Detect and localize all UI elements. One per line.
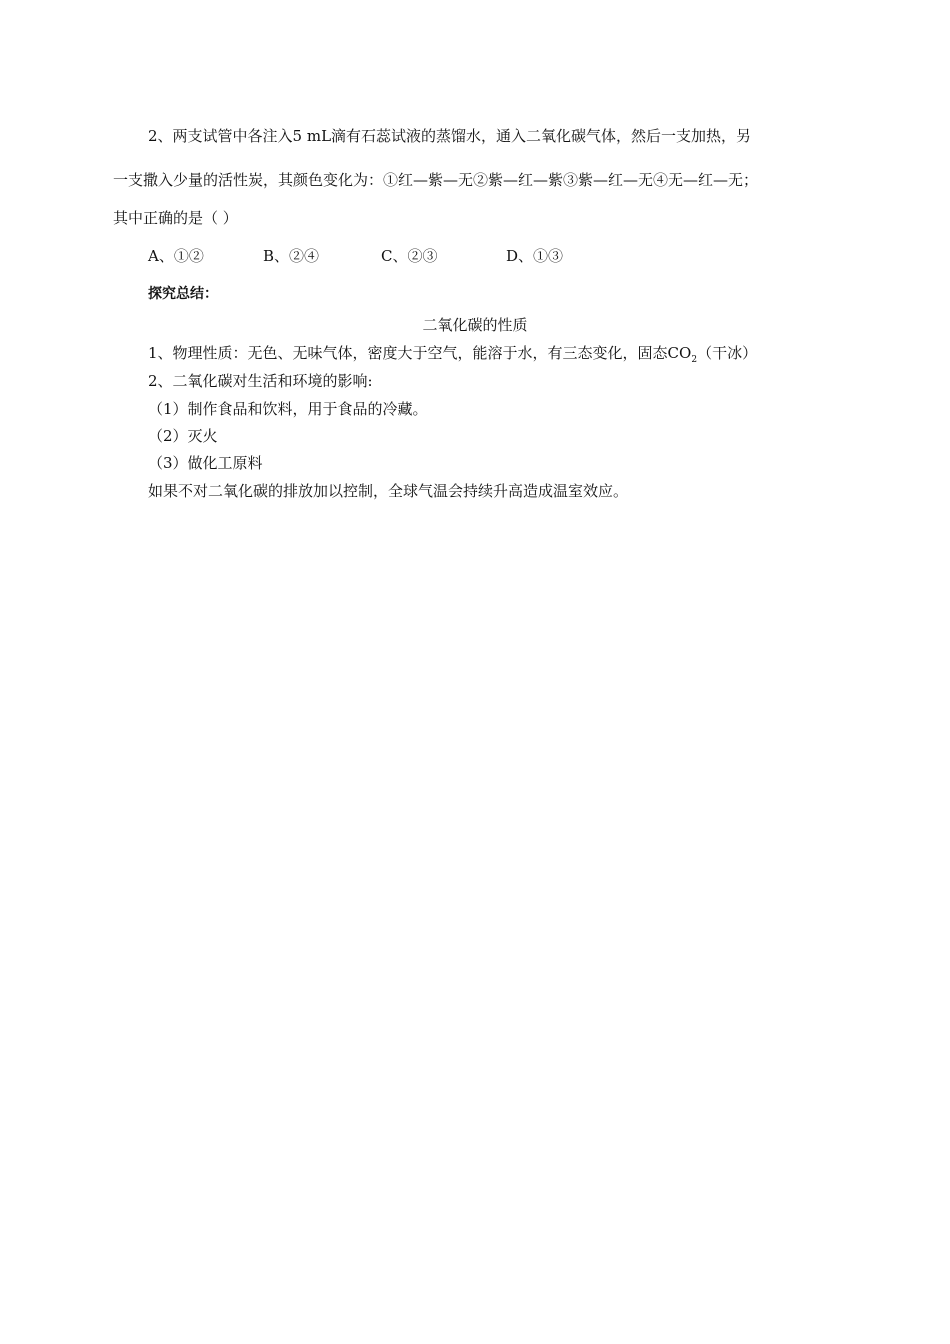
impact-item-1: （1）制作食品和饮料，用于食品的冷藏。 (148, 400, 428, 418)
conclusion-line: 如果不对二氧化碳的排放加以控制，全球气温会持续升高造成温室效应。 (148, 482, 629, 500)
impact-item-2: （2）灭火 (148, 427, 218, 445)
option-a: A、①② (148, 247, 204, 265)
question-line-2: 一支撒入少量的活性炭，其颜色变化为：①红—紫—无②紫—红—紫③紫—红—无④无—红—无； (113, 171, 759, 189)
dry-ice-note: （干冰） (697, 344, 758, 362)
physical-properties-line (148, 343, 757, 370)
option-c: C、②③ (381, 247, 438, 265)
question-line-3: 其中正确的是（ ） (113, 209, 238, 227)
summary-heading: 探究总结： (148, 286, 218, 302)
option-d: D、①③ (506, 247, 564, 265)
question-line-1: 2、两支试管中各注入5 mL滴有石蕊试液的蒸馏水，通入二氧化碳气体，然后一支加热，另 (148, 127, 752, 145)
section-title: 二氧化碳的性质 (422, 316, 528, 334)
co2-subscript: 2 (691, 355, 698, 365)
option-b: B、②④ (263, 247, 320, 265)
physical-properties-text: 1、物理性质：无色、无味气体，密度大于空气，能溶于水，有三态变化，固态CO (148, 344, 692, 362)
impact-item-3: （3）做化工原料 (148, 454, 263, 472)
impact-heading: 2、二氧化碳对生活和环境的影响: (148, 372, 373, 390)
